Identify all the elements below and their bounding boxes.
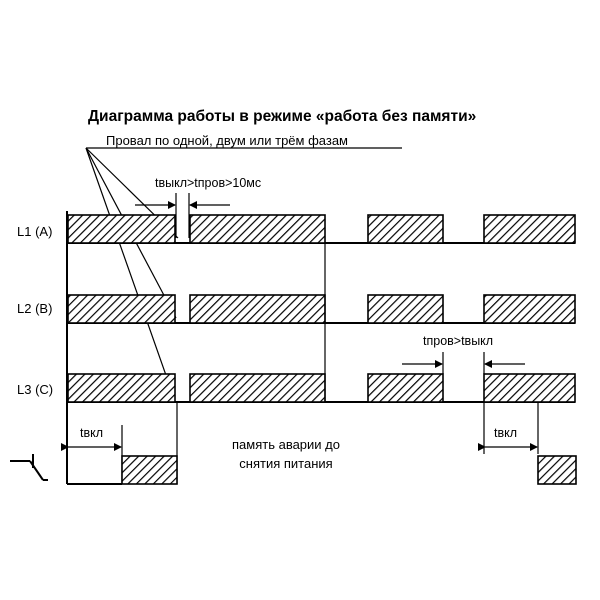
ton-label-2: tвкл <box>494 426 518 440</box>
phase-pulse <box>484 215 575 243</box>
phase-pulse <box>368 374 443 402</box>
phase-pulse <box>190 295 325 323</box>
phase-pulse <box>190 374 325 402</box>
tdrop-gt-toff-label: tпров>tвыкл <box>423 334 494 348</box>
toff-gt-tdrop-label: tвыкл>tпров>10мс <box>155 176 262 190</box>
phase-pulse <box>68 295 175 323</box>
row-label-l1: L1 (A) <box>17 224 53 239</box>
phase-pulse <box>68 215 175 243</box>
phase-pulse <box>68 374 175 402</box>
memory-note-line2: снятия питания <box>239 456 333 471</box>
phase-pulse <box>368 295 443 323</box>
phase-pulse <box>190 215 325 243</box>
dropout-annotation: Провал по одной, двум или трём фазам <box>106 133 348 148</box>
output-pulse <box>122 456 177 484</box>
row-l2-signal <box>67 295 575 323</box>
ton-label-1: tвкл <box>80 426 104 440</box>
phase-pulse <box>368 215 443 243</box>
output-pulse <box>538 456 576 484</box>
diagram-title: Диаграмма работы в режиме «работа без памяти» <box>88 108 477 125</box>
row-label-l3: L3 (C) <box>17 382 54 397</box>
row-label-l2: L2 (B) <box>17 301 53 316</box>
memory-note-line1: память аварии до <box>232 437 340 452</box>
relay-contact-symbol-icon <box>10 454 48 480</box>
row-l1-signal <box>67 215 575 243</box>
row-l3-signal <box>67 374 575 402</box>
phase-pulse <box>484 374 575 402</box>
phase-pulse <box>484 295 575 323</box>
